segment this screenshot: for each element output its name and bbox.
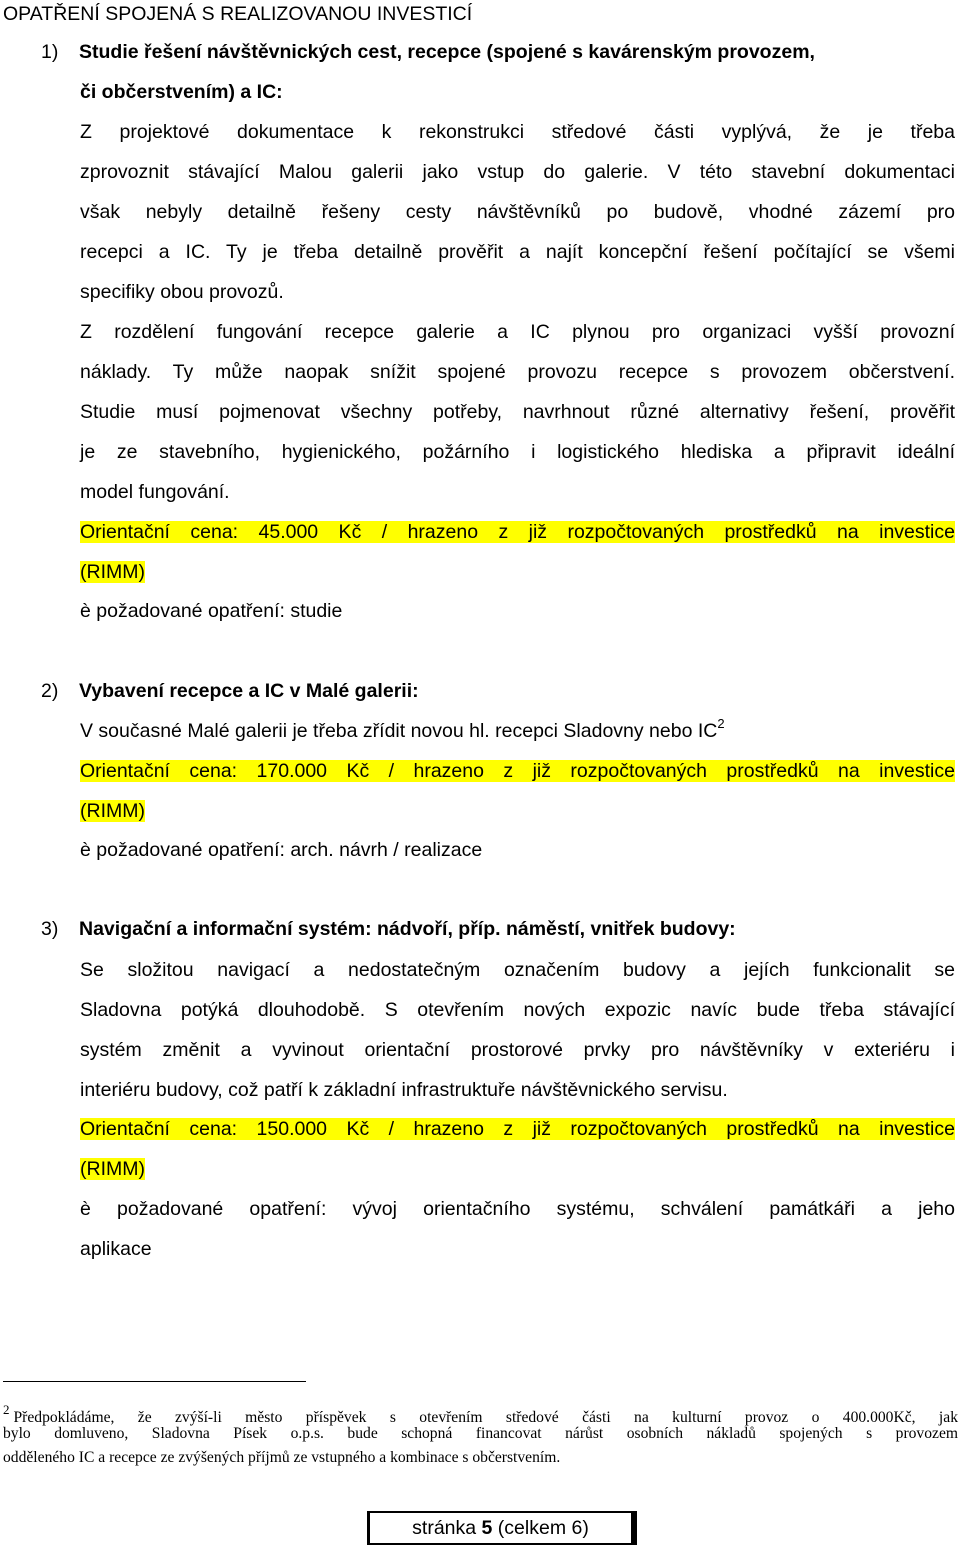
item-3-measure: è požadované opatření: vývoj orientačního systému, schválení památkáři a jeho bbox=[80, 1198, 955, 1220]
footnote-text: Předpokládáme, že zvýší-li město příspěvek s otevřením středové části na kulturní provoz o 400.000Kč, jak bbox=[13, 1409, 958, 1426]
item-1-line: náklady. Ty může naopak snížit spojené provozu recepce s provozem občerstvení. bbox=[80, 361, 955, 383]
price-highlight: (RIMM) bbox=[80, 1158, 145, 1180]
item-1-measure: è požadované opatření: studie bbox=[80, 600, 343, 622]
price-highlight: (RIMM) bbox=[80, 561, 145, 583]
item-1-line: zprovoznit stávající Malou galerii jako vstup do galerie. V této stavební dokumentaci bbox=[80, 161, 955, 183]
item-3-heading bbox=[41, 915, 736, 943]
footnote-line: odděleného IC a recepce ze zvýšených příjmů ze vstupného a kombinace s občerstvením. bbox=[3, 1449, 561, 1466]
item-title: Studie řešení návštěvnických cest, recepce (spojené s kavárenským provozem, bbox=[79, 41, 815, 63]
item-1-line: recepci a IC. Ty je třeba detailně prověřit a najít koncepční řešení počítající se všemi bbox=[80, 241, 955, 263]
item-2-line bbox=[80, 711, 955, 751]
page-label: stránka bbox=[412, 1517, 482, 1539]
item-2-price bbox=[80, 751, 955, 791]
item-1-price bbox=[80, 512, 955, 552]
page-number-box bbox=[367, 1511, 637, 1545]
item-3-price bbox=[80, 1109, 955, 1149]
current-page: 5 bbox=[481, 1517, 493, 1539]
item-2-measure: è požadované opatření: arch. návrh / realizace bbox=[80, 839, 483, 861]
page-total: (celkem 6) bbox=[492, 1517, 589, 1539]
item-1-line: Studie musí pojmenovat všechny potřeby, navrhnout různé alternativy řešení, prověřit bbox=[80, 401, 955, 423]
item-3-line: systém změnit a vyvinout orientační prostorové prvky pro návštěvníky v exteriéru i bbox=[80, 1039, 955, 1061]
price-highlight: Orientační cena: 45.000 Kč / hrazeno z již rozpočtovaných prostředků na investice bbox=[80, 521, 955, 543]
price-highlight: Orientační cena: 170.000 Kč / hrazeno z již rozpočtovaných prostředků na investice bbox=[80, 760, 955, 782]
item-number: 3) bbox=[41, 918, 59, 940]
item-3-line: Se složitou navigací a nedostatečným označením budovy a jejích funkcionalit se bbox=[80, 959, 955, 981]
item-1-price-cont bbox=[80, 552, 955, 592]
item-2-price-cont bbox=[80, 791, 955, 831]
item-3-measure-cont: aplikace bbox=[80, 1238, 152, 1260]
item-1-line: specifiky obou provozů. bbox=[80, 281, 284, 303]
price-highlight: (RIMM) bbox=[80, 800, 145, 822]
item-number: 1) bbox=[41, 41, 59, 63]
item-title: Navigační a informační systém: nádvoří, příp. náměstí, vnitřek budovy: bbox=[79, 918, 736, 940]
item-number: 2) bbox=[41, 680, 59, 702]
page-heading: OPATŘENÍ SPOJENÁ S REALIZOVANOU INVESTICÍ bbox=[3, 3, 473, 25]
item-3-price-cont bbox=[80, 1149, 955, 1189]
item-1-line: Z rozdělení fungování recepce galerie a IC plynou pro organizaci vyšší provozní bbox=[80, 321, 955, 343]
footnote-line: bylo domluveno, Sladovna Písek o.p.s. bude schopná financovat nárůst osobních nákladů spojených s provozem bbox=[3, 1425, 958, 1442]
item-3-line: Sladovna potýká dlouhodobě. S otevřením nových expozic navíc bude třeba stávající bbox=[80, 999, 955, 1021]
item-1-line: je ze stavebního, hygienického, požárního i logistického hlediska a připravit ideální bbox=[80, 441, 955, 463]
price-highlight: Orientační cena: 150.000 Kč / hrazeno z již rozpočtovaných prostředků na investice bbox=[80, 1118, 955, 1140]
item-2-heading bbox=[41, 677, 419, 705]
item-3-line: interiéru budovy, což patří k základní infrastruktuře návštěvnického servisu. bbox=[80, 1079, 728, 1101]
footnote-rule bbox=[3, 1381, 306, 1382]
item-1-line: model fungování. bbox=[80, 481, 230, 503]
item-1-line: Z projektové dokumentace k rekonstrukci středové části vyplývá, že je třeba bbox=[80, 121, 955, 143]
footnote-ref[interactable]: 2 bbox=[717, 716, 725, 731]
item-2-text: V současné Malé galerii je třeba zřídit novou hl. recepci Sladovny nebo IC bbox=[80, 720, 718, 742]
item-title: Vybavení recepce a IC v Malé galerii: bbox=[79, 680, 419, 702]
item-1-line: však nebyly detailně řešeny cesty návštěvníků po budově, vhodné zázemí pro bbox=[80, 201, 955, 223]
item-1-heading-cont: či občerstvením) a IC: bbox=[80, 81, 283, 103]
item-1-heading bbox=[41, 38, 815, 66]
footnote-mark: 2 bbox=[3, 1402, 10, 1417]
